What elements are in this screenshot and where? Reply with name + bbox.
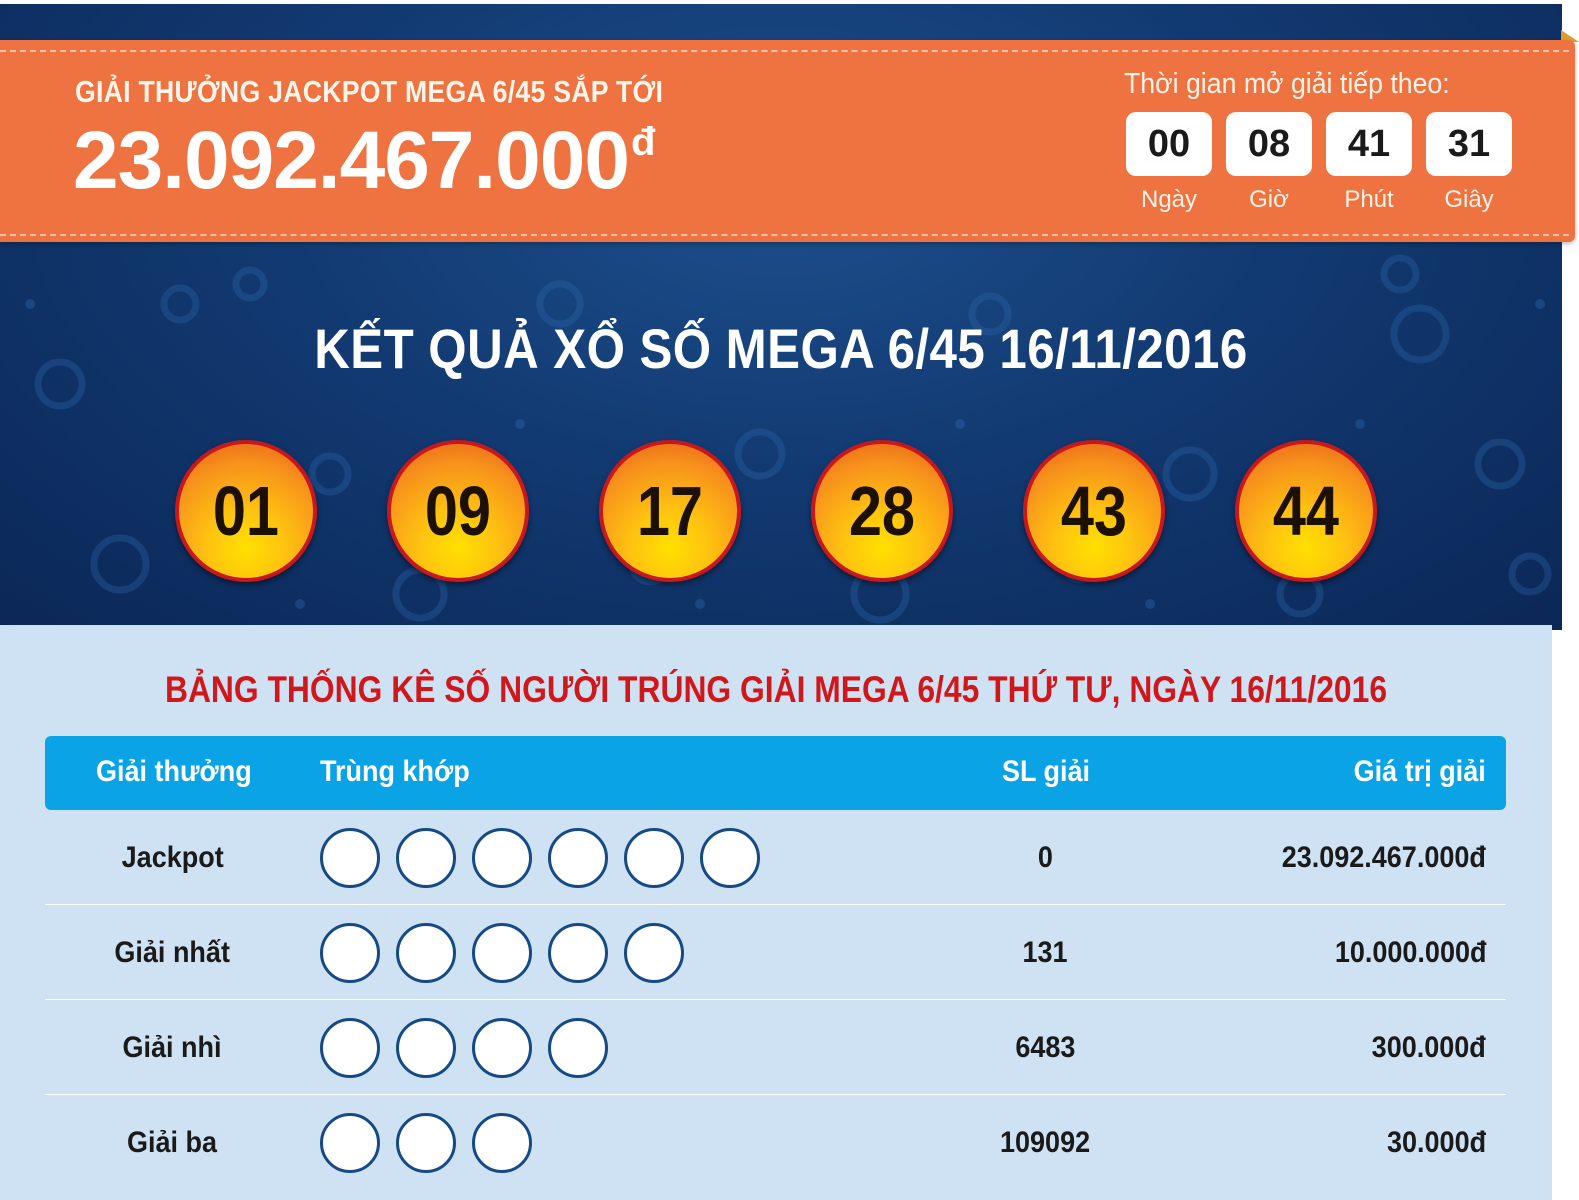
match-circle-icon <box>472 923 532 983</box>
winning-number: 09 <box>424 472 492 550</box>
prize-value-text: 23.092.467.000đ <box>1281 840 1486 874</box>
countdown-value: 31 <box>1426 112 1512 176</box>
match-circle-icon <box>548 1018 608 1078</box>
match-circles <box>320 810 760 905</box>
winning-number-ball <box>1235 440 1377 582</box>
match-circle-icon <box>396 1018 456 1078</box>
match-circle-icon <box>700 828 760 888</box>
countdown-value: 41 <box>1326 112 1412 176</box>
winning-number: 01 <box>212 472 280 550</box>
winning-number: 44 <box>1272 472 1340 550</box>
match-circle-icon <box>472 1018 532 1078</box>
banner-dashed-line-top <box>0 50 1569 52</box>
header-count: SL giải <box>1002 755 1091 788</box>
winner-count <box>945 1095 1145 1190</box>
winning-number-ball <box>175 440 317 582</box>
jackpot-amount <box>73 114 654 208</box>
prize-name <box>45 905 300 1000</box>
header-value: Giá trị giải <box>1353 755 1486 788</box>
match-circle-icon <box>320 923 380 983</box>
winning-number-ball <box>1023 440 1165 582</box>
jackpot-banner <box>0 40 1575 242</box>
countdown-days <box>1126 112 1212 214</box>
prize-name-text: Giải nhất <box>114 935 231 969</box>
prize-value-text: 30.000đ <box>1386 1125 1486 1159</box>
countdown-seconds <box>1426 112 1512 214</box>
table-header <box>45 736 1506 810</box>
match-circle-icon <box>624 923 684 983</box>
winner-count-text: 6483 <box>1014 1030 1076 1064</box>
prize-value <box>1318 905 1486 1000</box>
match-circle-icon <box>472 828 532 888</box>
prize-name <box>45 810 300 905</box>
result-title: KẾT QUẢ XỔ SỐ MEGA 6/45 16/11/2016 <box>314 317 1248 380</box>
match-circle-icon <box>320 828 380 888</box>
countdown-label: Thời gian mở giải tiếp theo: <box>1124 68 1450 100</box>
countdown-timer <box>1126 112 1512 214</box>
prize-value-text: 300.000đ <box>1371 1030 1486 1064</box>
prize-name-text: Jackpot <box>121 840 224 874</box>
match-circles <box>320 1095 532 1190</box>
match-circle-icon <box>472 1113 532 1173</box>
prize-value <box>1359 1000 1486 1095</box>
jackpot-currency: đ <box>631 120 655 164</box>
prize-value-text: 10.000.000đ <box>1334 935 1486 969</box>
match-circle-icon <box>624 828 684 888</box>
winner-count-text: 131 <box>1022 935 1068 969</box>
match-circle-icon <box>548 923 608 983</box>
table-row <box>45 1095 1506 1190</box>
winning-number-ball <box>599 440 741 582</box>
countdown-caption: Phút <box>1344 186 1394 213</box>
match-circle-icon <box>396 828 456 888</box>
match-circle-icon <box>320 1113 380 1173</box>
winner-count <box>945 1000 1145 1095</box>
table-row <box>45 1000 1506 1095</box>
prize-value <box>1376 1095 1486 1190</box>
winning-number: 43 <box>1060 472 1128 550</box>
match-circles <box>320 1000 608 1095</box>
winning-number: 28 <box>848 472 916 550</box>
winning-number-ball <box>387 440 529 582</box>
table-row <box>45 810 1506 905</box>
header-prize: Giải thưởng <box>96 755 252 788</box>
match-circle-icon <box>320 1018 380 1078</box>
match-circle-icon <box>396 1113 456 1173</box>
prize-value <box>1259 810 1486 905</box>
countdown-caption: Giờ <box>1249 186 1289 213</box>
countdown-value: 08 <box>1226 112 1312 176</box>
jackpot-label: GIẢI THƯỞNG JACKPOT MEGA 6/45 SẮP TỚI <box>75 74 664 109</box>
match-circle-icon <box>396 923 456 983</box>
prize-name <box>45 1095 300 1190</box>
stats-title: BẢNG THỐNG KÊ SỐ NGƯỜI TRÚNG GIẢI MEGA 6/45 THỨ TƯ, NGÀY 16/11/2016 <box>164 669 1388 710</box>
winner-count <box>945 905 1145 1000</box>
countdown-caption: Giây <box>1444 186 1494 213</box>
header-match: Trùng khớp <box>320 755 470 788</box>
winning-numbers <box>175 440 1377 582</box>
prize-name <box>45 1000 300 1095</box>
banner-dashed-line-bottom <box>0 234 1569 236</box>
countdown-hours <box>1226 112 1312 214</box>
countdown-minutes <box>1326 112 1412 214</box>
prize-name-text: Giải nhì <box>122 1030 222 1064</box>
countdown-caption: Ngày <box>1140 186 1198 213</box>
match-circles <box>320 905 684 1000</box>
winning-number: 17 <box>636 472 704 550</box>
winner-count <box>945 810 1145 905</box>
table-row <box>45 905 1506 1000</box>
countdown-value: 00 <box>1126 112 1212 176</box>
winner-count-text: 109092 <box>999 1125 1091 1159</box>
winning-number-ball <box>811 440 953 582</box>
prize-name-text: Giải ba <box>127 1125 218 1159</box>
jackpot-amount-value: 23.092.467.000 <box>73 115 629 206</box>
winners-stats-section <box>0 625 1552 1200</box>
match-circle-icon <box>548 828 608 888</box>
winner-count-text: 0 <box>1037 840 1053 874</box>
